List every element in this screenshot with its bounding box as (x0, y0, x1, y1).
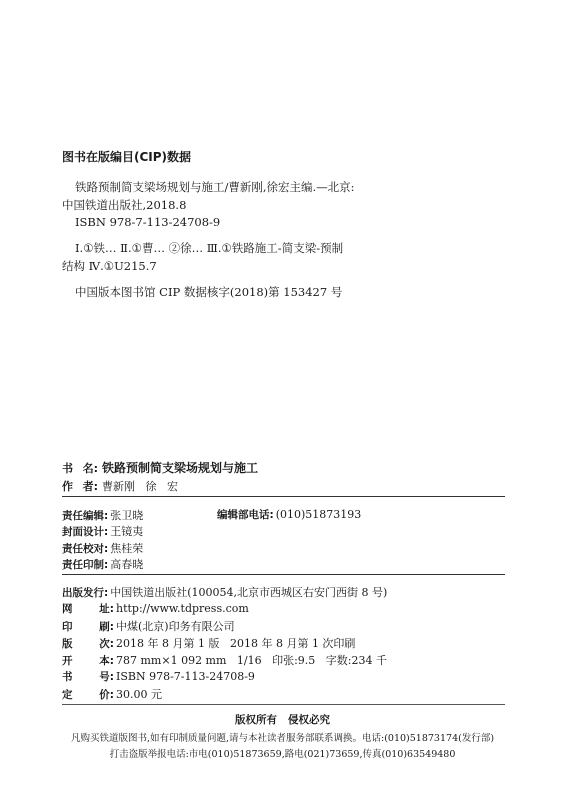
cip-heading: 图书在版编目(CIP)数据 (62, 150, 192, 164)
print-staff-label: 责任印制: (62, 559, 109, 571)
price-label: 定 价: (62, 689, 114, 701)
website: http://www.tdpress.com (116, 602, 249, 615)
printer: 中煤(北京)印务有限公司 (116, 620, 235, 633)
cip-line-classification-cont: 结构 Ⅳ.①U215.7 (62, 259, 157, 273)
cip-line-title: 铁路预制简支梁场规划与施工/曹新刚,徐宏主编.—北京: (75, 180, 355, 194)
divider-middle (62, 574, 505, 575)
isbn: ISBN 978-7-113-24708-9 (116, 670, 255, 683)
edition-row (62, 635, 355, 651)
print-staff: 高春晓 (110, 558, 144, 571)
cip-line-isbn: ISBN 978-7-113-24708-9 (75, 215, 221, 229)
phone-label: 编辑部电话: (217, 509, 274, 521)
phone-row (217, 507, 361, 522)
author-label: 作 者: (62, 480, 98, 493)
isbn-label: 书 号: (62, 671, 114, 683)
price-row (62, 686, 162, 702)
editor-label: 责任编辑: (62, 510, 109, 522)
cover-row (62, 523, 143, 539)
printer-row (62, 618, 235, 634)
proofreader: 焦桂荣 (110, 542, 144, 555)
format-row (62, 652, 387, 668)
edition-label: 版 次: (62, 638, 114, 650)
book-title-label: 书 名: (62, 462, 98, 475)
publisher-label: 出版发行: (62, 587, 109, 599)
format-label: 开 本: (62, 655, 114, 667)
cip-line-classification: Ⅰ.①铁… Ⅱ.①曹… ②徐… Ⅲ.①铁路施工-简支梁-预制 (75, 241, 344, 255)
print-staff-row (62, 556, 143, 572)
isbn-row (62, 669, 255, 684)
piracy-report: 打击盗版举报电话:市电(010)51873659,路电(021)73659,传真(010)63549480 (109, 749, 456, 760)
publisher-row (62, 584, 387, 600)
editor-row (62, 507, 143, 523)
cover-label: 封面设计: (62, 526, 109, 538)
service-notice: 凡购买铁道版图书,如有印制质量问题,请与本社读者服务部联系调换。电话:(010)51873174(发行部) (70, 733, 495, 744)
website-label: 网 址: (62, 603, 114, 615)
printer-label: 印 刷: (62, 621, 114, 633)
format: 787 mm×1 092 mm 1/16 印张:9.5 字数:234 千 (116, 654, 387, 667)
divider-bottom (62, 704, 505, 705)
editor-name: 张卫晓 (110, 509, 144, 522)
proof-row (62, 540, 143, 556)
author-row (62, 478, 178, 494)
proof-label: 责任校对: (62, 543, 109, 555)
price: 30.00 元 (116, 688, 162, 701)
publisher: 中国铁道出版社(100054,北京市西城区右安门西街 8 号) (110, 586, 388, 599)
divider-top (62, 496, 505, 497)
book-title-row (62, 459, 258, 476)
authors: 曹新刚 徐 宏 (102, 480, 178, 493)
cip-line-record: 中国版本图书馆 CIP 数据核字(2018)第 153427 号 (75, 285, 343, 299)
cover-designer: 王镜夷 (110, 525, 144, 538)
edition: 2018 年 8 月第 1 版 2018 年 8 月第 1 次印刷 (116, 637, 356, 650)
rights-notice: 版权所有 侵权必究 (235, 714, 330, 726)
cip-line-publisher: 中国铁道出版社,2018.8 (62, 198, 187, 212)
book-title: 铁路预制简支梁场规划与施工 (102, 461, 259, 475)
website-row (62, 601, 249, 616)
phone-number: (010)51873193 (275, 508, 362, 521)
